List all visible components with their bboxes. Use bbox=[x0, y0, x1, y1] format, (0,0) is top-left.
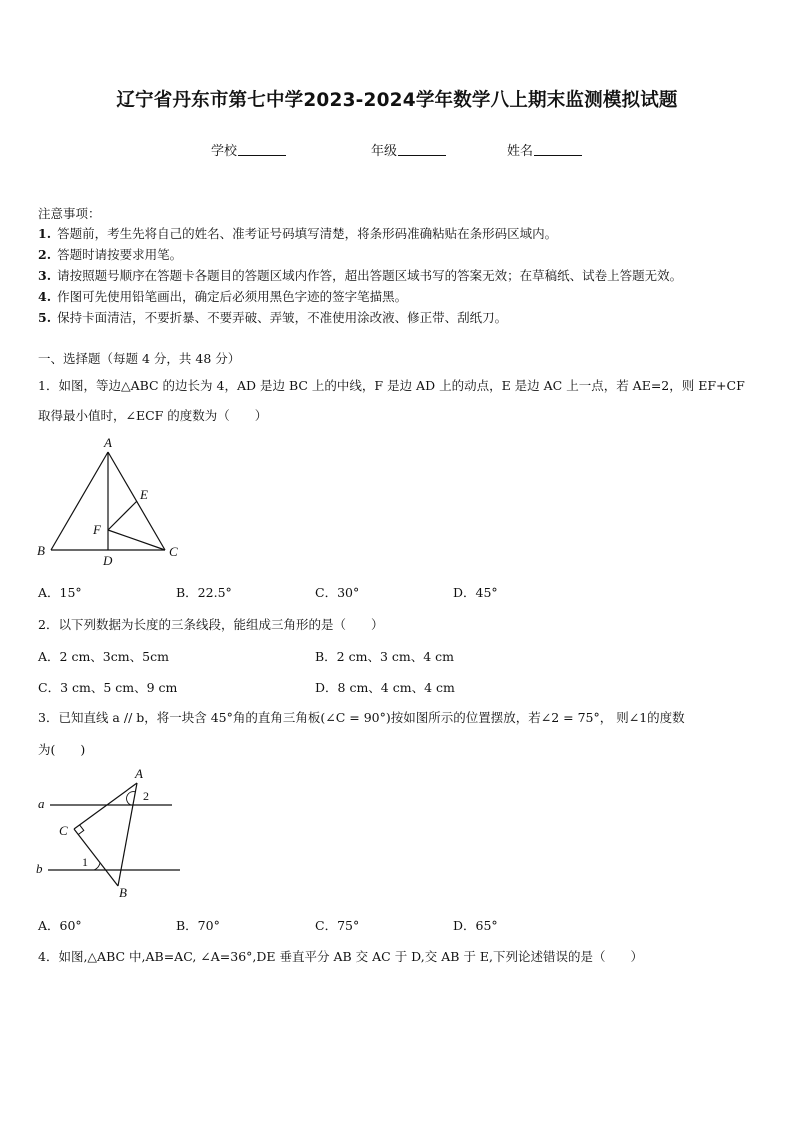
name-blank[interactable] bbox=[534, 143, 582, 156]
q3-label-line-b: b bbox=[36, 861, 43, 876]
note-item: 1. 答题前，考生先将自己的姓名、准考证号码填写清楚，将条形码准确粘贴在条形码区域内。 bbox=[38, 226, 558, 241]
q3-text-line2: 为( ) bbox=[38, 742, 86, 757]
q2-option-d[interactable]: D．8 cm、4 cm、4 cm bbox=[315, 680, 455, 695]
q3-text-line1: 3．已知直线 a // b，将一块含 45°角的直角三角板(∠C = 90°)按如图所示的位置摆放，若∠2 = 75°， 则∠1的度数 bbox=[38, 710, 685, 725]
q3-angle-1-arc bbox=[94, 863, 100, 870]
grade-blank[interactable] bbox=[398, 143, 446, 156]
q3-option-b[interactable]: B．70° bbox=[176, 918, 220, 933]
note-item: 5. 保持卡面清洁，不要折暴、不要弄破、弄皱，不准使用涂改液、修正带、刮纸刀。 bbox=[38, 310, 508, 325]
q1-option-d[interactable]: D．45° bbox=[453, 585, 498, 600]
school-blank[interactable] bbox=[238, 143, 286, 156]
q3-option-d[interactable]: D．65° bbox=[453, 918, 498, 933]
q1-label-c: C bbox=[169, 544, 178, 559]
q3-side-cb bbox=[74, 829, 118, 886]
q3-label-c-point: C bbox=[59, 823, 68, 838]
q3-label-a-point: A bbox=[135, 766, 143, 781]
q1-label-d: D bbox=[103, 553, 113, 568]
q2-option-a[interactable]: A．2 cm、3cm、5cm bbox=[38, 649, 169, 664]
q1-label-f: F bbox=[93, 522, 101, 537]
page-title: 辽宁省丹东市第七中学2023-2024学年数学八上期末监测模拟试题 bbox=[116, 90, 678, 111]
q1-label-e: E bbox=[140, 487, 148, 502]
school-label: 学校 bbox=[211, 144, 238, 159]
q3-side-ac bbox=[74, 783, 137, 829]
q1-figure-triangle bbox=[30, 432, 190, 572]
section-heading: 一、选择题（每题 4 分，共 48 分） bbox=[38, 351, 241, 366]
q3-label-line-a: a bbox=[38, 796, 45, 811]
q2-text: 2．以下列数据为长度的三条线段，能组成三角形的是（ ） bbox=[38, 617, 384, 632]
q2-option-c[interactable]: C．3 cm、5 cm、9 cm bbox=[38, 680, 178, 695]
q3-option-c[interactable]: C．75° bbox=[315, 918, 360, 933]
q3-label-angle-2: 2 bbox=[143, 789, 149, 803]
school-field bbox=[211, 140, 286, 159]
q1-segment-fc bbox=[108, 530, 165, 550]
q1-option-b[interactable]: B．22.5° bbox=[176, 585, 232, 600]
name-field bbox=[507, 140, 582, 159]
q3-label-angle-1: 1 bbox=[82, 855, 88, 869]
q3-figure-parallel-lines bbox=[30, 762, 190, 902]
note-item: 2. 答题时请按要求用笔。 bbox=[38, 247, 183, 262]
q3-option-a[interactable]: A．60° bbox=[38, 918, 82, 933]
q1-label-a: A bbox=[104, 435, 112, 450]
notes-heading: 注意事项： bbox=[38, 206, 101, 221]
q2-option-b[interactable]: B．2 cm、3 cm、4 cm bbox=[315, 649, 455, 664]
q1-option-c[interactable]: C．30° bbox=[315, 585, 360, 600]
q1-segment-fe bbox=[108, 501, 137, 530]
grade-label: 年级 bbox=[371, 144, 398, 159]
q3-right-angle-mark bbox=[78, 825, 84, 835]
q1-option-a[interactable]: A．15° bbox=[38, 585, 82, 600]
q1-text-line2: 取得最小值时，∠ECF 的度数为（ ） bbox=[38, 408, 268, 423]
note-item: 4. 作图可先使用铅笔画出，确定后必须用黑色字迹的签字笔描黑。 bbox=[38, 289, 408, 304]
q4-text: 4．如图,△ABC 中,AB=AC, ∠A=36°,DE 垂直平分 AB 交 AC 于 D,交 AB 于 E,下列论述错误的是（ ） bbox=[38, 949, 643, 964]
name-label: 姓名 bbox=[507, 144, 534, 159]
grade-field bbox=[371, 140, 446, 159]
q3-label-b-point: B bbox=[119, 885, 127, 900]
q1-text-line1: 1．如图，等边△ABC 的边长为 4，AD 是边 BC 上的中线，F 是边 AD 上的动点，E 是边 AC 上一点，若 AE=2，则 EF+CF bbox=[38, 378, 745, 393]
note-item: 3. 请按照题号顺序在答题卡各题目的答题区域内作答，超出答题区域书写的答案无效；在草稿纸、试卷上答题无效。 bbox=[38, 268, 683, 283]
q1-label-b: B bbox=[37, 543, 45, 558]
